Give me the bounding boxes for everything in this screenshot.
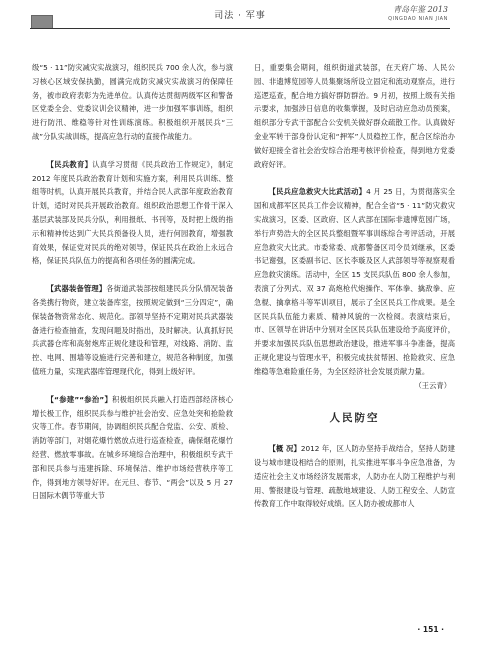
- section-keyword: 【武器装备管理】: [46, 284, 107, 294]
- left-column: [32, 61, 233, 503]
- page-number: · 151 ·: [417, 625, 444, 634]
- paragraph-overview: [254, 442, 455, 511]
- paragraph-participation: [32, 393, 233, 503]
- paragraph-text: 积极组织民兵融入打造西部经济核心增长极工作，组织民兵参与维护社会治安、应急处突和抢险救灾等工作。春节期间，协调组织民兵配合党监、公安、质检、消防等部门，对烟花爆竹燃放点进行巡查检查，确保烟花爆竹经营、燃放零事故。在城乡环境综合治理中，积极组织专武干部和民兵参与违建拆除、环境保洁、维护市场经营秩序等工作，得到地方领导好评。在元旦、春节、“两会”以及 5 月 27 日国际木偶节等重大节: [32, 394, 234, 501]
- paragraph-text: 4 月 25 日，为贯彻落实全国和成都军区民兵工作会议精神，配合全省“5 · 11”防灾救灾实战演习，区委、区政府、区人武部在国际非遗博览园广场，举行声势浩大的全区民兵整组暨军事训练综合考评活动，开展应急救灾大比武。市委常委、成都警备区司令员刘继承，区委书记谢强，区委副书记、区长李璇及区人武部领导等视察观看应急救灾演练。活动中，全区 15 支民兵队伍 800 余人参加，表演了分列式、双 37 高炮枪代炮操作、军体拳、擒敌拳、应急棍、擒拿格斗等军训项目，展示了全区民兵工作成果。是全区民兵队伍能力素质、精神风貌的一次检阅。表演结束后，市、区领导在讲话中分别对全区民兵队伍建设给予高度评价，并要求加强民兵队伍思想政治建设，推进军事斗争准备，提高正规化建设与管理水平，积极完成扶贫帮困、抢险救灾、应急维稳等急难险重任务，为全区经济社会发展贡献力量。: [254, 187, 455, 376]
- section-heading: 人民防空: [329, 412, 380, 425]
- author-credit: （王云青）: [414, 380, 451, 390]
- section-keyword: 【民兵教育】: [46, 159, 93, 169]
- paragraph-continued: 级“5 · 11”防灾减灾实战演习，组织民兵 700 余人次，参与演习核心区域安保执勤，圆满完成防灾减灾实战演习的保障任务，被市政府表彰为先进单位。认真传达贯彻两级军区和警备区党委全会、党委议训会议精神，进一步加强军事训练，组织进行防汛、维稳等针对性训练演练。积极组织开展民兵“三战”分队实战训练，提高应急行动的直接作战能力。: [32, 63, 233, 141]
- paragraph-continued: 日，重要集会期间，组织街道武装部，在天府广场、人民公园、非遗博览园等人员集聚场所设立固定和流动观察点，进行巡逻巡查，配合地方搞好群防群治。9 月初，按照上级有关指示要求，加强涉日信息的收集掌握，及时启动应急动员预案，组织部分专武干部配合公安机关做好群众疏散工作。认真做好金业军转干部身份认定和“押军”人员稳控工作，配合区综治办做好迎接全省社会治安综合治理考核评价检查，得到地方党委政府好评。: [254, 63, 455, 169]
- paragraph-emergency-competition: [254, 185, 455, 378]
- brand-name: 青岛年鉴 2013: [393, 5, 448, 14]
- yearbook-brand: [388, 4, 448, 22]
- paragraph-text: 各街道武装部按组建民兵分队情况装备各类携行物资，建立装备库室，按照规定做到“三分四定”，确保装备物资常态化、规范化。部领导坚持不定期对民兵武器装备进行检查抽查，发现问题及时指出，及时解决。认真抓好民兵武器仓库和高射炮库正规化建设和管理，对线路、消防、监控、电网、围墙等设施进行完善和建立，规范各种制度，加强值班力量，实现武器库管理现代化，得到上级好评。: [32, 284, 233, 376]
- paragraph-militia-education: [32, 158, 233, 268]
- page-header: [0, 0, 480, 32]
- brand-pinyin: QINGDAO NIAN JIAN: [388, 16, 448, 22]
- section-keyword: 【概 况】: [268, 444, 301, 454]
- paragraph-text: 2012 年，区人防办坚持手战结合，坚持人防建设与城市建设相结合的原则，扎实推进军事斗争应急准备，为适应社会主义市场经济发展需求，人防办在人防工程维护与利用、警报建设与管理、疏散地域建设、人防工程安全、人防宣传教育工作中取得较好成绩。区人防办被成都市人: [254, 444, 455, 509]
- right-column: [254, 61, 455, 511]
- paragraph-text: 认真学习贯彻《民兵政治工作规定》，制定 2012 年度民兵政治教育计划和实施方案，利用民兵训练、整组等时机，认真开展民兵教育，并结合民人武部年度政治教育计划，适时对民兵开展政治教育。组织政治思想工作骨干深入基层武装部及民兵分队，利用报纸、书刊等，及时把上级的指示和精神传达到广大民兵预备役人员，进行何园教育，增强教育效果，保证党对民兵的绝对领导，保证民兵在政治上永远合格，保证民兵队伍力的提高和各项任务的圆满完成。: [32, 159, 233, 266]
- section-keyword: 【“参建”“参治”】: [46, 394, 113, 404]
- section-keyword: 【民兵应急救灾大比武活动】: [268, 187, 367, 197]
- paragraph-equipment-management: [32, 282, 233, 379]
- running-title: 司法 · 军事: [214, 11, 266, 21]
- header-rule: [30, 28, 450, 29]
